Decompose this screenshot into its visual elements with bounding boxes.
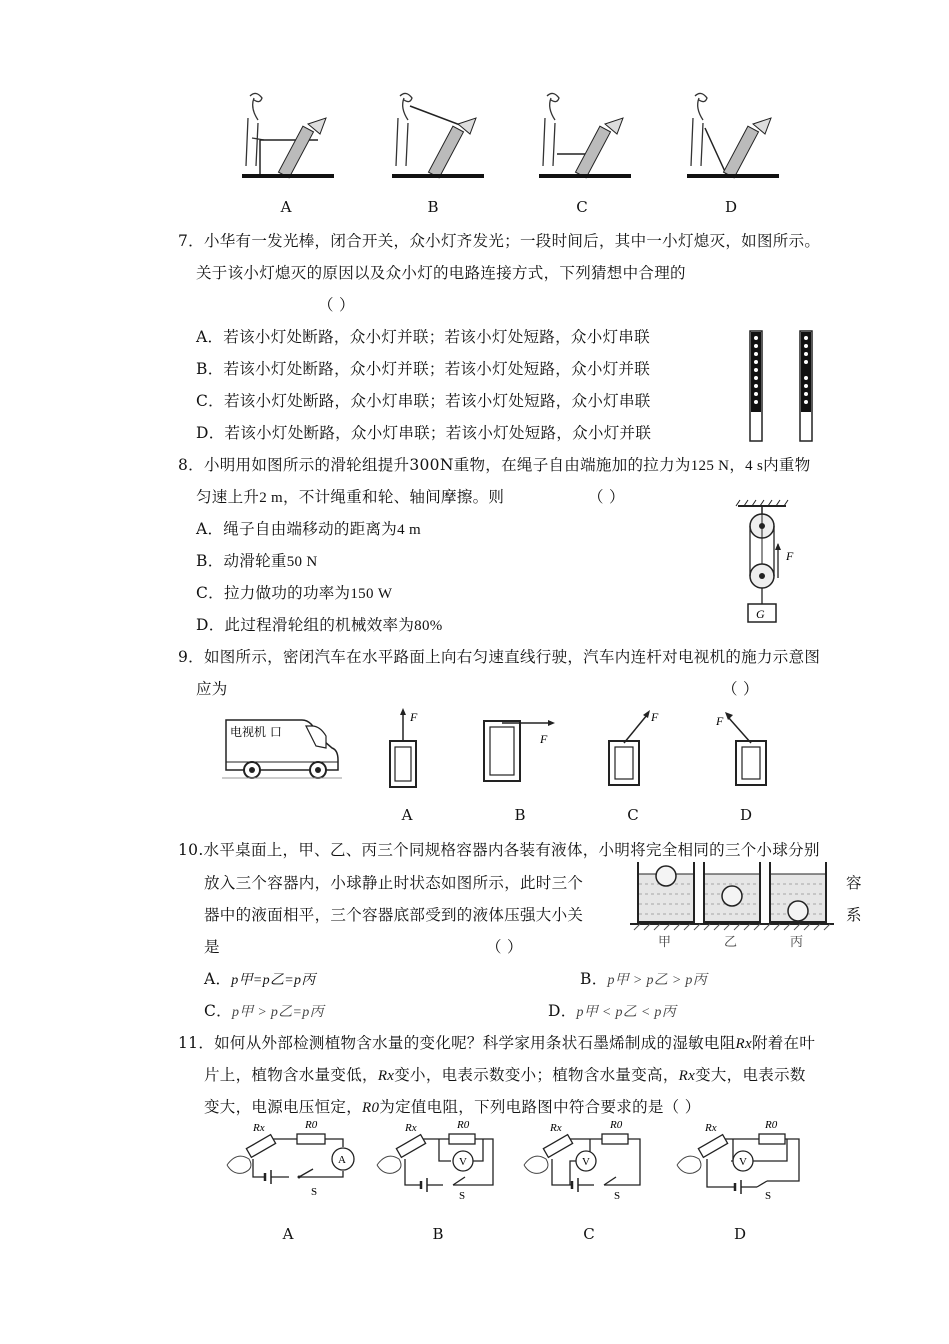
q8-option-d-text: D．此过程滑轮组的机械效率为 bbox=[196, 616, 415, 634]
q10-stem-line2: 放入三个容器内，小球静止时状态如图所示，此时三个 bbox=[204, 874, 584, 892]
q8-fig-weight-label: G bbox=[756, 607, 765, 621]
q11-stem-line2-c: 变大，电表示数 bbox=[695, 1066, 806, 1084]
q11-a-rx-label: Rx bbox=[253, 1122, 265, 1134]
q8-answer-bracket[interactable]: （ ） bbox=[588, 488, 625, 506]
q8-stem-line1 bbox=[178, 453, 811, 475]
q9-stem-line1: 9．如图所示，密闭汽车在水平路面上向右匀速直线行驶，汽车内连杆对电视机的施力示意图 bbox=[178, 648, 821, 666]
q8-height-value: 2 m bbox=[259, 490, 284, 506]
q10-option-c[interactable] bbox=[204, 999, 324, 1021]
q9-label-c[interactable]: C bbox=[627, 806, 639, 824]
q8-option-b[interactable] bbox=[196, 549, 318, 571]
q6-label-b[interactable]: B bbox=[427, 198, 439, 216]
q11-a-ammeter-label: A bbox=[338, 1154, 346, 1166]
q8-stem-line2-a: 匀速上升 bbox=[196, 488, 260, 506]
q10-option-d[interactable] bbox=[548, 999, 676, 1021]
q11-stem-line3-b: 为定值电阻，下列电路图中符合要求的是（ ） bbox=[379, 1098, 701, 1116]
q8-stem-line2-b: ，不计绳重和轮、轴间摩擦。则 bbox=[283, 488, 505, 506]
q8-option-c-text: C．拉力做功的功率为 bbox=[196, 584, 351, 602]
q7-answer-bracket[interactable]: （ ） bbox=[318, 296, 355, 314]
q10-stem-line3: 器中的液面相平，三个容器底部受到的液体压强大小关 bbox=[204, 906, 584, 924]
q11-stem-line2 bbox=[204, 1063, 806, 1085]
q10-label-yi: 乙 bbox=[724, 935, 738, 950]
q9-d-force-label: F bbox=[716, 714, 724, 728]
q8-option-c[interactable] bbox=[196, 581, 392, 603]
q11-d-voltmeter-label: V bbox=[739, 1156, 747, 1168]
q8-option-b-text: B．动滑轮重 bbox=[196, 552, 287, 570]
q10-stem-line2-end: 容 bbox=[846, 874, 862, 892]
q10-option-b[interactable] bbox=[580, 967, 707, 989]
q8-stem-line1-a: 8．小明用如图所示的滑轮组提升300N重物，在绳子自由端施加的拉力为 bbox=[178, 456, 691, 474]
q8-option-a[interactable] bbox=[196, 517, 421, 539]
q11-b-r0-label: R0 bbox=[457, 1119, 470, 1131]
q11-d-switch-label: S bbox=[765, 1190, 772, 1202]
q11-a-switch-label: S bbox=[311, 1186, 318, 1198]
q6-label-d[interactable]: D bbox=[724, 198, 738, 216]
q9-answer-bracket[interactable]: （ ） bbox=[722, 680, 759, 698]
q9-label-a[interactable]: A bbox=[401, 806, 413, 824]
q9-stem-line2: 应为 bbox=[196, 680, 228, 698]
q11-label-b[interactable]: B bbox=[432, 1225, 444, 1243]
q9-label-d[interactable]: D bbox=[739, 806, 753, 824]
q7-option-b[interactable]: B．若该小灯处断路，众小灯并联；若该小灯处短路，众小灯并联 bbox=[196, 360, 651, 378]
q10-option-a-formula: p甲=p乙=p丙 bbox=[231, 973, 316, 988]
q8-option-a-text: A．绳子自由端移动的距离为 bbox=[196, 520, 398, 538]
q10-option-d-formula: p甲 < p乙 < p丙 bbox=[576, 1005, 677, 1020]
q11-c-rx-label: Rx bbox=[550, 1122, 562, 1134]
q11-stem-line3 bbox=[204, 1095, 701, 1117]
q11-label-c[interactable]: C bbox=[583, 1225, 595, 1243]
q11-d-r0-label: R0 bbox=[765, 1119, 778, 1131]
q8-option-a-value: 4 m bbox=[397, 522, 421, 538]
q8-option-c-value: 150 W bbox=[350, 586, 393, 602]
q11-c-switch-label: S bbox=[614, 1190, 621, 1202]
q8-option-b-value: 50 N bbox=[286, 554, 318, 570]
q9-b-force-label: F bbox=[540, 732, 548, 746]
q7-stem-line1: 7．小华有一发光棒，闭合开关，众小灯齐发光；一段时间后，其中一小灯熄灭，如图所示。 bbox=[178, 232, 821, 250]
q10-stem-line3-end: 系 bbox=[846, 906, 862, 924]
q9-a-force-label: F bbox=[410, 710, 418, 724]
q10-option-a-label: A． bbox=[204, 970, 232, 988]
q10-label-bing: 丙 bbox=[790, 935, 804, 950]
q10-option-c-label: C． bbox=[204, 1002, 232, 1020]
q11-b-switch-label: S bbox=[459, 1190, 466, 1202]
q9-c-force-label: F bbox=[651, 710, 659, 724]
q11-r0-symbol: R0 bbox=[362, 1100, 380, 1116]
q11-d-rx-label: Rx bbox=[705, 1122, 717, 1134]
q11-rx-symbol-2: Rx bbox=[377, 1068, 395, 1084]
q9-van-text: 电视机 口 bbox=[230, 725, 282, 739]
q8-stem-line1-b: 内重物 bbox=[763, 456, 811, 474]
q8-sep: ， bbox=[729, 456, 746, 474]
q8-force-value: 125 N bbox=[690, 458, 730, 474]
q11-b-voltmeter-label: V bbox=[459, 1156, 467, 1168]
q10-option-c-formula: p甲 > p乙=p丙 bbox=[231, 1005, 324, 1020]
q7-stem-line2: 关于该小灯熄灭的原因以及众小灯的电路连接方式，下列猜想中合理的 bbox=[196, 264, 686, 282]
q10-label-jia: 甲 bbox=[658, 935, 672, 950]
q11-stem-line1-b: 附着在叶 bbox=[751, 1034, 816, 1052]
q11-label-a[interactable]: A bbox=[282, 1225, 294, 1243]
q11-stem-line1 bbox=[178, 1031, 815, 1053]
q7-option-a[interactable]: A．若该小灯处断路，众小灯并联；若该小灯处短路，众小灯串联 bbox=[196, 328, 650, 346]
q10-option-d-label: D． bbox=[548, 1002, 577, 1020]
q11-c-voltmeter-label: V bbox=[582, 1156, 590, 1168]
q8-stem-line2 bbox=[196, 485, 504, 507]
q8-fig-force-label: F bbox=[786, 549, 794, 563]
q11-stem-line3-a: 变大，电源电压恒定， bbox=[204, 1098, 363, 1116]
q11-stem-line2-b: 变小，电表示数变小；植物含水量变高， bbox=[394, 1066, 679, 1084]
q7-option-d[interactable]: D．若该小灯处断路，众小灯串联；若该小灯处短路，众小灯并联 bbox=[196, 424, 652, 442]
q11-a-r0-label: R0 bbox=[305, 1119, 318, 1131]
q6-label-c[interactable]: C bbox=[576, 198, 588, 216]
q8-option-d-value: 80% bbox=[414, 618, 443, 634]
q8-option-d[interactable] bbox=[196, 613, 443, 635]
q10-stem-line4: 是 bbox=[204, 938, 220, 956]
q11-label-d[interactable]: D bbox=[733, 1225, 747, 1243]
q7-option-c[interactable]: C．若该小灯处断路，众小灯串联；若该小灯处短路，众小灯串联 bbox=[196, 392, 651, 410]
q9-label-b[interactable]: B bbox=[514, 806, 526, 824]
q10-stem-line1: 10.水平桌面上，甲、乙、丙三个同规格容器内各装有液体，小明将完全相同的三个小球分别 bbox=[178, 841, 820, 859]
q10-answer-bracket[interactable]: （ ） bbox=[486, 938, 523, 956]
q11-b-rx-label: Rx bbox=[405, 1122, 417, 1134]
q10-option-b-formula: p甲 > p乙 > p丙 bbox=[607, 973, 707, 988]
q11-rx-symbol-3: Rx bbox=[678, 1068, 696, 1084]
q10-option-b-label: B． bbox=[580, 970, 608, 988]
q11-rx-symbol-1: Rx bbox=[735, 1036, 752, 1052]
q11-c-r0-label: R0 bbox=[610, 1119, 623, 1131]
q10-option-a[interactable] bbox=[204, 967, 316, 989]
q8-time-value: 4 s bbox=[745, 458, 764, 474]
q6-label-a[interactable]: A bbox=[280, 198, 292, 216]
q11-stem-line2-a: 片上，植物含水量变低， bbox=[204, 1066, 378, 1084]
q11-stem-line1-a: 11．如何从外部检测植物含水量的变化呢？科学家用条状石墨烯制成的湿敏电阻 bbox=[178, 1034, 736, 1052]
